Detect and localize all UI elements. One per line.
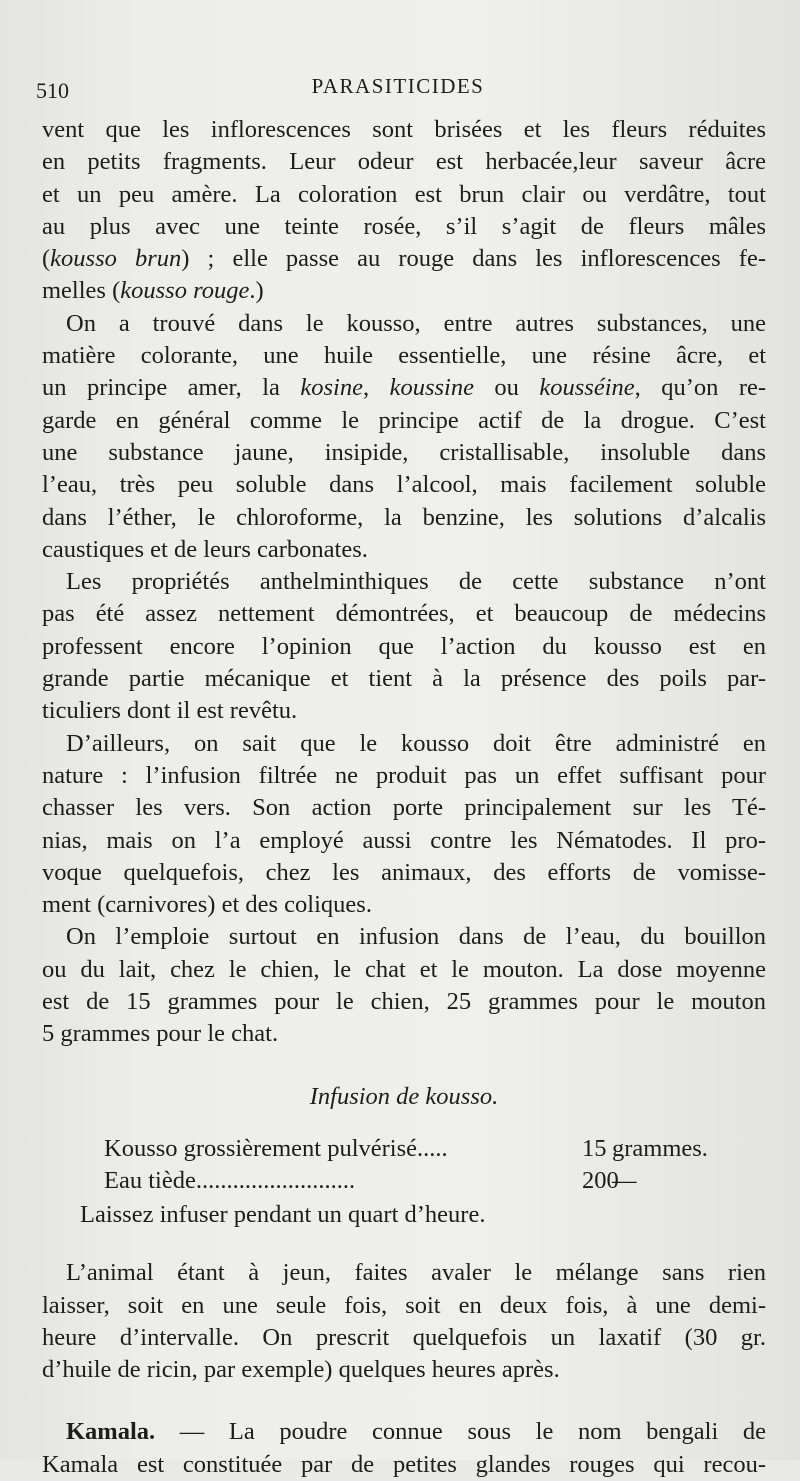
text-line: professent encore l’opinion que l’action du kousso est en <box>42 632 766 660</box>
recipe-unit: grammes. <box>612 1134 708 1162</box>
text-line: (kousso brun) ; elle passe au rouge dans les inflorescences fe- <box>42 245 766 273</box>
text-line: garde en général comme le principe actif de la drogue. C’est <box>42 406 766 434</box>
paragraph-administration <box>42 728 766 922</box>
text-line: D’ailleurs, on sait que le kousso doit être administré en <box>66 729 766 757</box>
text-line: une substance jaune, insipide, cristallisable, insoluble dans <box>42 438 766 466</box>
emphasized-term: kousséine <box>539 374 635 402</box>
section-kamala <box>42 1416 766 1481</box>
text-line: On l’emploie surtout en infusion dans de l’eau, du bouillon <box>66 923 766 951</box>
running-title: PARASITICIDES <box>311 74 485 98</box>
page-header <box>36 74 760 104</box>
recipe-row <box>42 1165 766 1197</box>
text-line: voque quelquefois, chez les animaux, des efforts de vomisse- <box>42 858 766 886</box>
emphasized-term: kousso brun <box>50 245 182 273</box>
text-line: est de 15 grammes pour le chien, 25 grammes pour le mouton <box>42 988 766 1016</box>
paragraph-composition <box>42 308 766 566</box>
text-line: heure d’intervalle. On prescrit quelquefois un laxatif (30 gr. <box>42 1323 766 1351</box>
text-line: caustiques et de leurs carbonates. <box>42 535 368 563</box>
text-line: matière colorante, une huile essentielle, une résine âcre, et <box>42 342 766 370</box>
text-line: laisser, soit en une seule fois, soit en deux fois, à une demi- <box>42 1291 766 1319</box>
paragraph-dosage <box>42 921 766 1050</box>
emphasized-term: koussine <box>389 374 474 402</box>
text-line: au plus avec une teinte rosée, s’il s’agit de fleurs mâles <box>42 212 766 240</box>
text-line: et un peu amère. La coloration est brun clair ou verdâtre, tout <box>42 180 766 208</box>
paragraph-properties <box>42 566 766 727</box>
recipe-row <box>42 1133 766 1165</box>
text-line: Kamala est constituée par de petites glandes rouges qui recou- <box>42 1450 766 1478</box>
recipe-instruction: Laissez infuser pendant un quart d’heure. <box>80 1200 486 1228</box>
text-line: d’huile de ricin, par exemple) quelques heures après. <box>42 1356 560 1384</box>
text-run: — La poudre connue sous le nom bengali de <box>179 1418 767 1446</box>
text-line: un principe amer, la kosine, koussine ou kousséine, qu’on re- <box>42 374 767 402</box>
emphasized-term: kousso rouge <box>120 277 250 305</box>
text-line: pas été assez nettement démontrées, et beaucoup de médecins <box>42 600 766 628</box>
recipe-ingredient: Kousso grossièrement pulvérisé..... <box>104 1134 448 1162</box>
text-line: ticuliers dont il est revêtu. <box>42 697 298 725</box>
text-line: chasser les vers. Son action porte principalement sur les Té- <box>42 794 766 822</box>
text-line: melles (kousso rouge.) <box>42 277 264 305</box>
recipe <box>42 1081 766 1232</box>
recipe-unit: — <box>612 1166 637 1194</box>
text-line: nature : l’infusion filtrée ne produit pas un effet suffisant pour <box>42 761 766 789</box>
paragraph-appearance <box>42 114 766 308</box>
text-line: On a trouvé dans le kousso, entre autres substances, une <box>66 309 766 337</box>
section-heading: Kamala. <box>66 1418 156 1446</box>
page-number: 510 <box>36 78 69 103</box>
recipe-quantity: 15 <box>582 1134 607 1162</box>
emphasized-term: kosine <box>300 374 363 402</box>
text-line: en petits fragments. Leur odeur est herbacée,leur saveur âcre <box>42 148 766 176</box>
text-line: l’eau, très peu soluble dans l’alcool, mais facilement soluble <box>42 471 766 499</box>
recipe-title: Infusion de kousso. <box>309 1082 499 1110</box>
text-line: L’animal étant à jeun, faites avaler le mélange sans rien <box>66 1259 766 1287</box>
text-line: dans l’éther, le chloroforme, la benzine, les solutions d’alcalis <box>42 503 766 531</box>
text-line: 5 grammes pour le chat. <box>42 1020 279 1048</box>
text-line: Les propriétés anthelminthiques de cette substance n’ont <box>66 568 766 596</box>
recipe-quantity: 200 <box>582 1166 619 1194</box>
text-line: grande partie mécanique et tient à la présence des poils par- <box>42 665 766 693</box>
text-line <box>42 1416 766 1448</box>
text-line: ment (carnivores) et des coliques. <box>42 891 372 919</box>
text-line: vent que les inflorescences sont brisées et les fleurs réduites <box>42 116 766 143</box>
paragraph-protocol <box>42 1257 766 1386</box>
text-line: ou du lait, chez le chien, le chat et le mouton. La dose moyenne <box>42 955 766 983</box>
recipe-ingredient: Eau tiède.......................... <box>104 1166 356 1194</box>
page-body <box>42 114 766 1481</box>
text-line: nias, mais on l’a employé aussi contre les Nématodes. Il pro- <box>42 826 766 854</box>
